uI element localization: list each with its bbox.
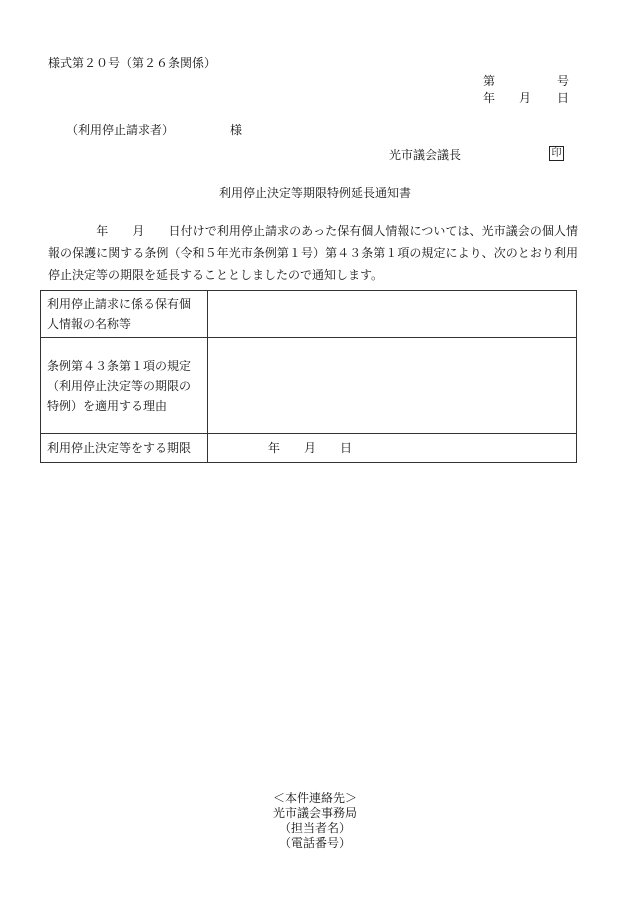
row-label-info-name: 利用停止請求に係る保有個人情報の名称等 <box>41 291 208 338</box>
row-value-reason <box>208 338 577 434</box>
date-month: 月 <box>519 91 532 105</box>
date-day: 日 <box>557 91 570 105</box>
contact-heading: ＜本件連絡先＞ <box>272 791 357 805</box>
contact-block <box>0 791 630 851</box>
number-prefix: 第 <box>483 74 496 88</box>
number-suffix: 号 <box>557 74 570 88</box>
table-row <box>41 291 577 338</box>
date-year: 年 <box>483 91 496 105</box>
document-title: 利用停止決定等期限特例延長通知書 <box>218 186 411 200</box>
table-row <box>41 434 577 463</box>
form-number: 様式第２０号（第２６条関係） <box>48 56 217 70</box>
row-label-deadline: 利用停止決定等をする期限 <box>41 434 208 463</box>
addressee-line <box>66 123 243 137</box>
chair-title: 光市議会議長 <box>389 148 462 162</box>
contact-person: （担当者名） <box>278 821 351 835</box>
requester-label: （利用停止請求者） <box>66 123 175 137</box>
table-row <box>41 338 577 434</box>
row-value-info-name <box>208 291 577 338</box>
honorific: 様 <box>230 123 243 137</box>
info-table <box>40 290 577 463</box>
body-paragraph: 年 月 日付けで利用停止請求のあった保有個人情報については、光市議会の個人情報の保護に関する条例（令和５年光市条例第１号）第４３条第１項の規定により、次のとおり利用停止決定等の期限を延長することとしましたので通知します。 <box>48 224 578 282</box>
row-label-reason: 条例第４３条第１項の規定（利用停止決定等の期限の特例）を適用する理由 <box>41 338 208 434</box>
row-value-deadline: 年 月 日 <box>208 434 577 463</box>
contact-office: 光市議会事務局 <box>272 806 357 820</box>
contact-phone: （電話番号） <box>278 836 351 850</box>
seal-mark: 印 <box>549 146 564 161</box>
